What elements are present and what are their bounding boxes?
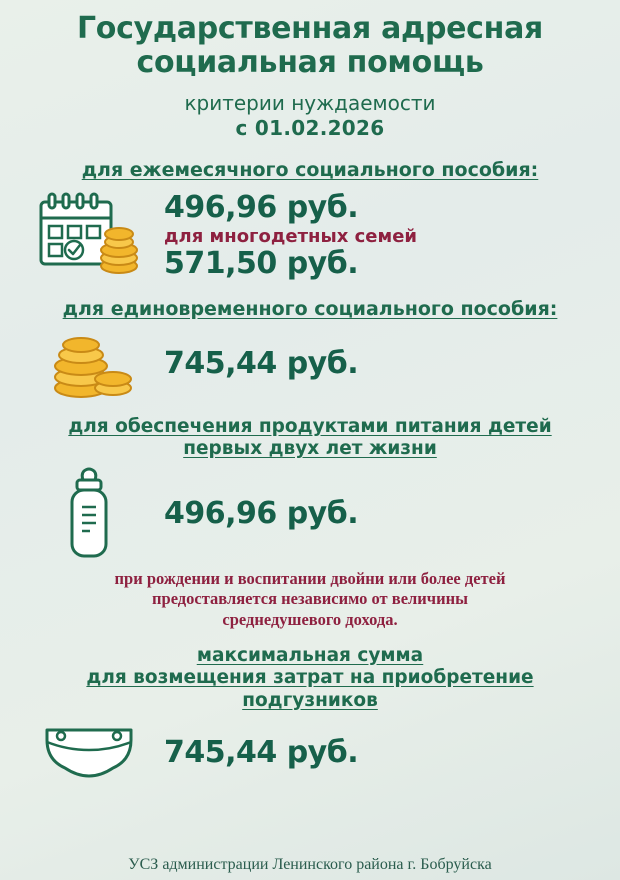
diaper-icon [14,722,164,784]
twins-note-line-2: предоставляется независимо от величины [152,589,468,609]
twins-note [14,569,606,631]
monthly-allowance-row [14,188,606,284]
section-heading-child-food [14,416,606,461]
diapers-heading-line-1: максимальная сумма [196,644,424,666]
twins-note-line-1: при рождении и воспитании двойни или более детей [114,568,506,588]
child-food-heading-line-1: для обеспечения продуктами питания детей [68,415,552,437]
one-time-allowance-row [14,328,606,402]
large-family-note: для многодетных семей [164,225,418,247]
effective-date: с 01.02.2026 [235,116,385,141]
child-food-row [14,467,606,563]
diapers-amount: 745,44 руб. [164,734,359,770]
footer: УСЗ администрации Ленинского района г. Бобруйска [128,856,492,873]
child-food-amount-group [164,497,358,532]
child-food-amount: 496,96 руб. [164,496,359,532]
title-line-2: социальная помощь [136,44,484,80]
diapers-row [14,722,606,784]
calendar-coins-icon [14,188,164,284]
section-monthly-allowance [14,159,606,284]
monthly-amount-group [164,191,417,282]
section-heading-monthly: для ежемесячного социального пособия: [81,159,539,182]
section-one-time-allowance [14,298,606,401]
large-family-amount: 571,50 руб. [164,246,359,282]
diapers-amount-group [164,736,358,771]
child-food-heading-line-2: первых двух лет жизни [183,438,437,460]
diapers-heading-line-2: для возмещения затрат на приобретение [86,667,534,689]
diapers-heading-line-3: подгузников [242,689,378,711]
section-diapers [14,645,606,785]
subtitle [184,91,435,141]
section-child-food [14,416,606,631]
twins-note-line-3: среднедушевого дохода. [222,609,398,629]
one-time-amount-group [164,347,358,382]
monthly-amount: 496,96 руб. [164,190,359,226]
baby-bottle-icon [14,467,164,563]
title-line-1: Государственная адресная [76,11,544,46]
subtitle-text: критерии нуждаемости [184,91,436,116]
section-heading-one-time: для единовременного социального пособия: [62,298,558,321]
section-heading-diapers [14,645,606,713]
page-title [77,12,543,79]
coins-stack-icon [14,328,164,402]
one-time-amount: 745,44 руб. [164,346,359,382]
